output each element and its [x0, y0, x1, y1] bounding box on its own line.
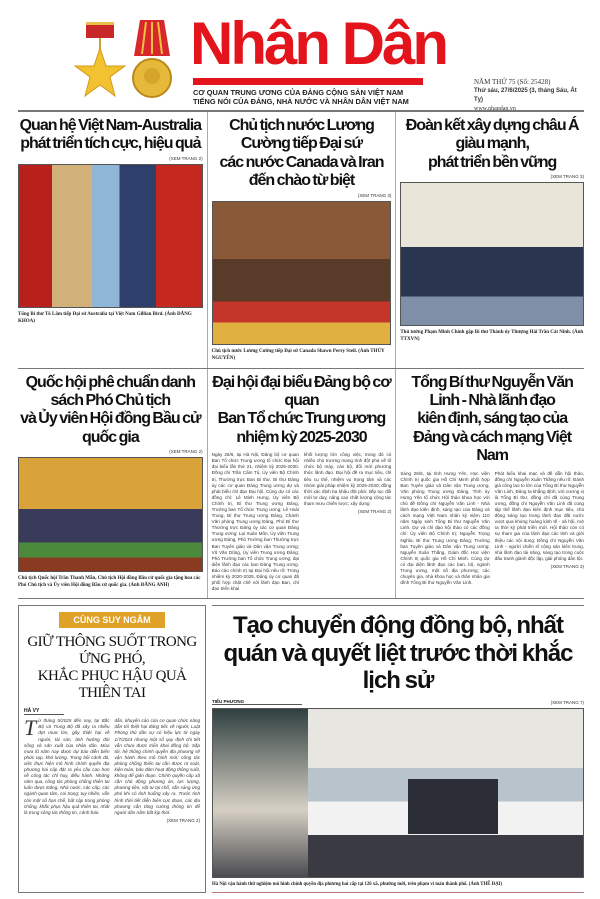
opinion-box[interactable] [18, 605, 206, 893]
photo [18, 164, 203, 308]
logo-underline [193, 78, 423, 85]
headline[interactable]: Tạo chuyển động đồng bộ, nhất quán và quyết liệt trước thời khắc lịch sử [223, 612, 573, 695]
photo [400, 182, 584, 326]
headline[interactable]: Quốc hội phê chuẩn danh sách Phó Chủ tịch và Ủy viên Hội đồng Bầu cử quốc gia [20, 373, 201, 446]
article-body: Sáng 26/6, tại tỉnh Hưng Yên, Học viện Chính trị quốc gia Hồ Chí Minh phối hợp Ban Tuyên giáo và Dân vận Trung ương, Văn phòng Trung ương Đảng, Tỉnh ủy Hưng Yên tổ chức Hội thảo khoa học với chủ đề Đồng chí Nguyễn Văn Linh - Nhà lãnh đạo kiên định, sáng tạo của Đảng và cách mạng Việt Nam nhân kỷ niệm 110 năm Ngày sinh Tổng Bí thư Nguyễn Văn Linh. Dự và chỉ đạo hội thảo có các đồng chí: Ủy viên Bộ Chính trị; Nguyễn Trọng Nghĩa, Bí thư Trung ương Đảng; Trưởng ban Tuyên giáo và Dân vận Trung ương; Nguyễn Xuân Thắng, Giám đốc Học viện Chính trị quốc gia Hồ Chí Minh. Cùng dự có đại diện lãnh đạo các ban, bộ, ngành Trung ương, một số địa phương; các chuyên gia, nhà khoa học và thân nhân gia đình Tổng Bí thư Nguyễn Văn Linh. [400, 470, 490, 586]
subtitle-line-1: CƠ QUAN TRUNG ƯƠNG CỦA ĐẢNG CỘNG SẢN VIỆT NAM [193, 88, 404, 97]
dropcap: T [24, 715, 37, 741]
article-body: Ngày 26/6, tại Hà Nội, Đảng bộ cơ quan Ban Tổ chức Trung ương tổ chức Đại hội đại biểu lần thứ 21, nhiệm kỳ 2025-2030. Đồng chí Trần Cẩm Tú, Ủy viên Bộ Chính trị, Thường trực Ban Bí thư, Bí thư Đảng ủy các cơ quan Đảng Trung ương dự và phát biểu chỉ đạo Đại hội. Cùng dự có các đồng chí: Lê Minh Hưng, Ủy viên Bộ Chính trị, Bí thư Trung ương Đảng, Trưởng ban Tổ chức Trung ương; Lê Hoài Trung, Bí thư Trung ương Đảng, Chánh Văn phòng Trung ương Đảng, Phó Bí thư Thường trực Đảng ủy các cơ quan Đảng Trung ương; Lại Xuân Môn, Ủy viên Trung ương Đảng, Phó Trưởng ban Thường trực Ban Tuyên giáo và Dân vận Trung ương; Vũ Văn Dũng, Ủy viên Trung ương Đảng; Phó Trưởng ban Tổ chức Trung ương; đại diện lãnh đạo các ban Đảng Trung ương. Báo cáo chính trị tại Đại hội nêu rõ: Trong nhiệm kỳ 2020-2025, Đảng ủy cơ quan đã phối hợp chặt chẽ với lãnh đạo Ban, chỉ đạo triển khai [211, 452, 299, 592]
lead-author: TIỂU PHƯƠNG [212, 699, 302, 705]
article-body: khối lượng lớn công việc, trong đó có nhiều chủ trương mang tính đột phá về tổ chức bộ máy, cán bộ, đổi mới phương thức lãnh đạo. Đại hội đề ra mục tiêu, chỉ tiêu cụ thể, nhiệm vụ trọng tâm và các nhóm giải pháp nhiệm kỳ 2025-2030; đồng thời xác định ba khâu đột phá: tiếp tục đổi mới tư duy, nâng cao chất lượng công tác tham mưu chiến lược; xây dựng [303, 452, 392, 506]
masthead [18, 0, 584, 112]
opinion-title[interactable] [24, 628, 200, 702]
issue-number: NĂM THỨ 75 (Số: 25428) [474, 78, 551, 86]
article-australia[interactable] [18, 112, 207, 368]
article-national-assembly[interactable] [18, 369, 207, 599]
photo-caption: Tổng Bí thư Tô Lâm tiếp Đại sứ Australia tại Việt Nam Gillian Bird. (Ảnh ĐĂNG KHOA) [18, 311, 192, 324]
headline[interactable]: Quan hệ Việt Nam-Australia phát triển tích cực, hiệu quả [19, 117, 202, 153]
opinion-title-line-2: KHẮC PHỤC HẬU QUẢ THIÊN TAI [37, 668, 187, 702]
row-3 [18, 599, 584, 893]
article-body-text: ừ tháng 5/2025 đến nay, tại Bắc Bộ và Trung Bộ đã xảy ra nhiều đợt mưa lớn, gây thiệt hại về người, tài sản, ảnh hưởng đời sống và sản xuất của nhân dân. Mùa mưa lũ năm nay được dự báo diễn biến phức tạp, khó lường. Trong bối cảnh đó, việc thực hiện mô hình chính quyền địa phương hai cấp đặt ra yêu cầu cao hơn về công tác chỉ huy, điều hành. Những năm qua, công tác phòng chống thiên tai luôn được Đảng, Nhà nước, các cấp, các ngành quan tâm, coi trọng; tuy nhiên, vẫn còn một số hạn chế, bất cập trong phòng chống, khắc phục hậu quả thiên tai, nhất là trong công tác thông tin, cảnh báo. [24, 718, 110, 815]
see-page-link[interactable]: (XEM TRANG 2) [169, 449, 203, 455]
subtitle-line-2: TIẾNG NÓI CỦA ĐẢNG, NHÀ NƯỚC VÀ NHÂN DÂN VIỆT NAM [193, 97, 409, 106]
medal-icon [132, 20, 172, 108]
opinion-title-line-1: GIỮ THÔNG SUỐT TRONG ỨNG PHÓ, [27, 634, 197, 668]
see-page-link[interactable]: (XEM TRANG 2) [169, 155, 203, 161]
article-nguyen-van-linh[interactable] [395, 369, 584, 599]
row-1 [18, 112, 584, 369]
photo [18, 457, 203, 572]
headline[interactable]: Chủ tịch nước Lương Cường tiếp Đại sứ các nước Canada và Iran đến chào từ biệt [219, 117, 384, 190]
masthead-logo[interactable]: Nhân Dân [190, 10, 447, 77]
article-body: dẫn, khuyến cáo của cơ quan chức năng dẫn tới thiệt hại đáng tiếc về người; Luật Phòng thủ dân sự có hiệu lực từ ngày 1/7/2024 nhưng một số quy định chi tiết vẫn chưa được triển khai đồng bộ. Sắp tới, hệ thống chính quyền địa phương sẽ vận hành theo mô hình mới; công tác phòng chống thiên tai cần được rà soát, kiện toàn, bảo đảm hoạt động thông suốt, không để gián đoạn. Chính quyền cấp xã cần chủ động phương án, lực lượng, phương tiện, vật tư tại chỗ, sẵn sàng ứng phó khi có tình huống xảy ra. Trước tình hình thời tiết diễn biến cực đoan, các địa phương cần tăng cường thông tin để người dân nắm bắt kịp thời. [114, 718, 200, 815]
photo-caption: Chủ tịch Quốc hội Trần Thanh Mẫn, Chủ tịch Hội đồng Bầu cử quốc gia tặng hoa các Phó Chủ tịch và Ủy viên Hội đồng Bầu cử quốc gia. (Ảnh ĐĂNG ANH) [18, 576, 201, 589]
see-page-link[interactable]: (XEM TRANG 2) [166, 817, 200, 823]
headline[interactable]: Đoàn kết xây dựng châu Á giàu mạnh, phát triển bền vững [405, 117, 579, 171]
article-canada-iran[interactable] [207, 112, 396, 368]
article-party-congress[interactable] [207, 369, 396, 599]
photo-detail [213, 709, 308, 877]
divider [212, 892, 584, 893]
see-page-link[interactable]: (XEM TRANG 3) [550, 174, 584, 180]
masthead-subtitle [193, 88, 409, 106]
hero-star-icon [74, 20, 126, 100]
article-asia[interactable] [395, 112, 584, 368]
photo-caption: Thủ tướng Phạm Minh Chính gặp Bí thư Thành ủy Thượng Hải Trần Cát Ninh. (Ảnh TTXVN) [400, 330, 584, 343]
photo [212, 201, 392, 345]
headline[interactable]: Tổng Bí thư Nguyễn Văn Linh - Nhà lãnh đạo kiên định, sáng tạo của Đảng và cách mạng Việt Nam [411, 373, 573, 465]
see-page-link[interactable]: (XEM TRANG 3) [357, 192, 392, 198]
website[interactable]: www.nhandan.vn [474, 106, 516, 112]
issue-info [474, 78, 584, 114]
article-body [24, 715, 110, 826]
photo-caption: Chủ tịch nước Lương Cường tiếp Đại sứ Canada Shawn Perry Steil. (Ảnh THỦY NGUYÊN) [211, 348, 385, 361]
section-tag: CÙNG SUY NGẪM [59, 612, 165, 628]
row-2 [18, 369, 584, 600]
headline[interactable]: Đại hội đại biểu Đảng bộ cơ quan Ban Tổ chức Trung ương nhiệm kỳ 2025-2030 [212, 373, 391, 446]
see-page-link[interactable]: (XEM TRANG 2) [357, 508, 392, 514]
photo-detail [408, 779, 498, 834]
article-lead[interactable] [212, 605, 584, 893]
opinion-author: HÀ VY [24, 708, 64, 715]
see-page-link[interactable]: (XEM TRANG 3) [550, 563, 584, 569]
issue-date: Thứ sáu, 27/6/2025 (3, tháng Sáu, Ất Tỵ) [474, 88, 577, 103]
photo-caption: Hà Nội vận hành thử nghiệm mô hình chính quyền địa phương hai cấp tại 126 xã, phường mới, trên phạm vi toàn thành phố. (Ảnh THẾ ĐẠI) [212, 882, 503, 888]
see-page-link[interactable]: (XEM TRANG 7) [550, 700, 584, 706]
photo [212, 708, 584, 878]
article-body: Phát biểu khai mạc và đề dẫn hội thảo, đồng chí Nguyễn Xuân Thắng nêu rõ: Đánh giá công lao to lớn của Tổng Bí thư Nguyễn Văn Linh, Đảng ta khẳng định, với cương vị là Tổng Bí thư, đồng chí đã cùng Trung ương, đồng chí Nguyễn Văn Linh đã cùng tập thể lãnh đạo kiên định mục tiêu, chủ động sáng tạo trong lãnh đạo đất nước vượt qua khủng hoảng kinh tế - xã hội, mở ra thời kỳ phát triển mới. Hội thảo còn có sự tham gia của lãnh đạo các tỉnh và giới thiệu các nội dung: Đồng chí Nguyễn Văn Linh - người chiến sĩ cộng sản kiên trung, nhà lãnh đạo tài năng, sáng tạo trong cuộc đấu tranh giành độc lập, giải phóng dân tộc [494, 470, 584, 561]
